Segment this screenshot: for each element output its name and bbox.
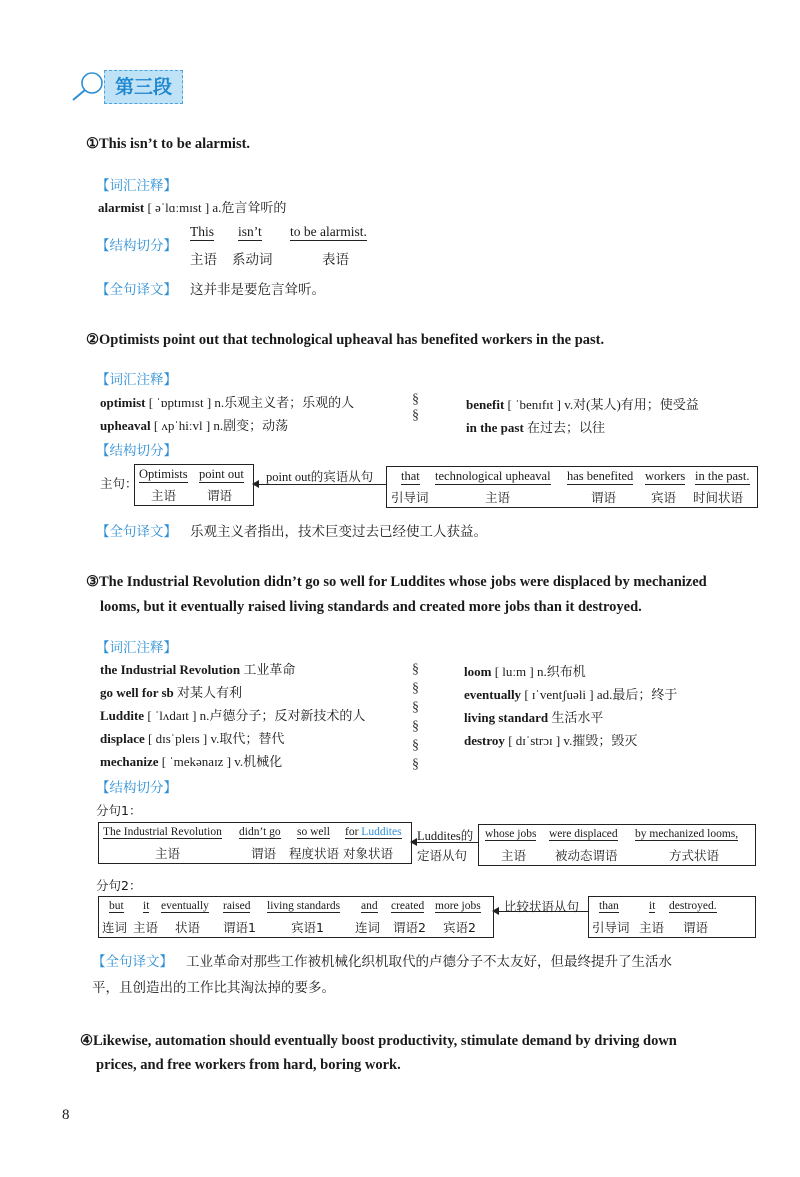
c1-verb-role: 谓语 xyxy=(251,846,277,861)
structure-label-2: 【结构切分】 xyxy=(96,443,177,459)
sentence-3-line-1: ③The Industrial Revolution didn’t go so well for Luddites whose jobs were displaced by mechanized xyxy=(86,574,707,590)
s1-part-verb: isn’t xyxy=(238,224,262,239)
page-number: 8 xyxy=(62,1107,70,1123)
clause-1-box xyxy=(98,822,412,864)
s1-role-predicative: 表语 xyxy=(322,252,349,268)
wavy-divider: § § xyxy=(412,392,419,423)
vocab-entry: Luddite [ ˈlʌdaɪt ] n.卢德分子；反对新技术的人 xyxy=(100,708,366,723)
clause-2-label: 分句2： xyxy=(96,878,142,893)
c2-adverb: eventually xyxy=(161,900,209,912)
c2-but-role: 连词 xyxy=(102,920,128,935)
sentence-4-line-2: prices, and free workers from hard, boring work. xyxy=(96,1057,401,1073)
main-clause-box xyxy=(134,464,254,506)
cmp-it: it xyxy=(649,900,656,912)
vocab-entry: mechanize [ ˈmekənaɪz ] v.机械化 xyxy=(100,754,283,769)
c2-adverb-role: 状语 xyxy=(175,920,201,935)
c2-and: and xyxy=(361,900,378,912)
s2-clause-time-role: 时间状语 xyxy=(693,490,744,505)
vocab-entry: go well for sb 对某人有利 xyxy=(100,685,243,700)
c2-and-role: 连词 xyxy=(355,920,381,935)
sentence-1: ①This isn’t to be alarmist. xyxy=(86,136,251,152)
vocab-label-1: 【词汇注释】 xyxy=(96,178,177,194)
vocab-entry: upheaval [ ʌpˈhiːvl ] n.剧变；动荡 xyxy=(100,418,289,433)
vocab-entry: displace [ dɪsˈpleɪs ] v.取代；替代 xyxy=(100,731,285,746)
c2-object-1-role: 宾语1 xyxy=(291,920,324,935)
c1-verb: didn’t go xyxy=(239,826,281,838)
object-clause-label: point out的宾语从句 xyxy=(266,470,374,484)
s2-clause-that-role: 引导词 xyxy=(391,490,429,505)
rel-verb: were displaced xyxy=(549,828,618,840)
clause-2-box xyxy=(98,896,494,938)
c2-object-2: more jobs xyxy=(435,900,481,912)
s2-main-subject: Optimists xyxy=(139,467,188,481)
c2-object-2-role: 宾语2 xyxy=(443,920,476,935)
structure-label-3: 【结构切分】 xyxy=(96,780,177,796)
c2-verb-1: raised xyxy=(223,900,251,912)
s1-role-subject: 主语 xyxy=(190,252,217,268)
cmp-than: than xyxy=(599,900,619,912)
cmp-than-role: 引导词 xyxy=(592,920,630,935)
c1-degree: so well xyxy=(297,826,330,838)
translation-label-3: 【全句译文】 xyxy=(92,954,173,970)
rel-verb-role: 被动态谓语 xyxy=(555,848,618,863)
comparative-clause-box xyxy=(588,896,756,938)
s1-part-subject: This xyxy=(190,224,215,239)
vocab-entry: living standard 生活水平 xyxy=(464,710,604,725)
relative-clause-label-2: 定语从句 xyxy=(417,848,468,863)
wavy-divider: § § § § § § xyxy=(412,662,419,772)
c1-object: for Luddites xyxy=(345,826,402,838)
cmp-it-role: 主语 xyxy=(639,920,665,935)
s2-main-subject-role: 主语 xyxy=(151,488,177,503)
structure-label-1: 【结构切分】 xyxy=(96,238,177,254)
s2-main-verb: point out xyxy=(199,467,244,481)
vocab-entry: loom [ luːm ] n.织布机 xyxy=(464,664,586,679)
s2-main-verb-role: 谓语 xyxy=(207,488,233,503)
c2-but: but xyxy=(109,900,124,912)
sentence-2: ②Optimists point out that technological upheaval has benefited workers in the past. xyxy=(86,332,605,348)
c2-verb-2: created xyxy=(391,900,425,912)
translation-3-line-2: 平，且创造出的工作比其淘汰掉的要多。 xyxy=(92,980,335,996)
translation-1: 这并非是要危言耸听。 xyxy=(190,282,325,298)
vocab-entry: benefit [ ˈbenɪfɪt ] v.对(某人)有用；使受益 xyxy=(466,397,699,412)
s2-clause-that: that xyxy=(401,469,420,483)
magnifier-icon xyxy=(68,70,108,102)
c2-verb-1-role: 谓语1 xyxy=(223,920,256,935)
rel-manner-role: 方式状语 xyxy=(669,848,720,863)
section-title: 第三段 xyxy=(104,70,183,104)
relative-clause-label-1: Luddites的 xyxy=(417,829,474,843)
clause-1-label: 分句1： xyxy=(96,803,142,818)
translation-3-line-1: 工业革命对那些工作被机械化织机取代的卢德分子不太友好，但最终提升了生活水 xyxy=(186,954,672,970)
c1-object-role: 对象状语 xyxy=(343,846,394,861)
cmp-verb-role: 谓语 xyxy=(683,920,709,935)
c2-verb-2-role: 谓语2 xyxy=(393,920,426,935)
s2-clause-object-role: 宾语 xyxy=(651,490,677,505)
s1-part-predicative: to be alarmist. xyxy=(290,224,367,239)
vocab-label-2: 【词汇注释】 xyxy=(96,372,177,388)
vocab-entry: alarmist [ əˈlɑːmɪst ] a.危言耸听的 xyxy=(98,200,287,215)
c2-object-1: living standards xyxy=(267,900,341,912)
object-clause-box xyxy=(386,466,758,508)
main-clause-label: 主句： xyxy=(100,476,138,491)
s1-role-verb: 系动词 xyxy=(232,252,273,268)
translation-label-2: 【全句译文】 xyxy=(96,524,177,540)
s2-clause-time: in the past. xyxy=(695,469,750,483)
c1-degree-role: 程度状语 xyxy=(289,846,340,861)
translation-label-1: 【全句译文】 xyxy=(96,282,177,298)
relative-clause-box xyxy=(478,824,756,866)
c1-subject: The Industrial Revolution xyxy=(103,826,222,838)
s2-clause-subject: technological upheaval xyxy=(435,469,551,483)
vocab-entry: optimist [ ˈɒptɪmɪst ] n.乐观主义者；乐观的人 xyxy=(100,395,355,410)
vocab-entry: eventually [ ɪˈventʃuəli ] ad.最后；终于 xyxy=(464,687,678,702)
vocab-label-3: 【词汇注释】 xyxy=(96,640,177,656)
s2-clause-subject-role: 主语 xyxy=(485,490,511,505)
vocab-entry: the Industrial Revolution 工业革命 xyxy=(100,662,296,677)
rel-subject-role: 主语 xyxy=(501,848,527,863)
rel-subject: whose jobs xyxy=(485,828,537,840)
c2-it: it xyxy=(143,900,150,912)
vocab-entry: destroy [ dɪˈstrɔɪ ] v.摧毁；毁灭 xyxy=(464,733,638,748)
rel-manner: by mechanized looms, xyxy=(635,828,739,840)
vocab-entry: in the past 在过去；以往 xyxy=(466,420,606,435)
s2-clause-object: workers xyxy=(645,469,686,483)
s2-clause-verb-role: 谓语 xyxy=(591,490,617,505)
translation-2: 乐观主义者指出，技术巨变过去已经使工人获益。 xyxy=(190,524,487,540)
c1-subject-role: 主语 xyxy=(155,846,181,861)
comparative-clause-label: 比较状语从句 xyxy=(504,899,580,914)
sentence-4-line-1: ④Likewise, automation should eventually boost productivity, stimulate demand by driving down xyxy=(80,1033,677,1049)
cmp-verb: destroyed. xyxy=(669,900,717,912)
c2-it-role: 主语 xyxy=(133,920,159,935)
sentence-3-line-2: looms, but it eventually raised living standards and created more jobs than it destroyed. xyxy=(100,599,642,615)
s2-clause-verb: has benefited xyxy=(567,469,634,483)
